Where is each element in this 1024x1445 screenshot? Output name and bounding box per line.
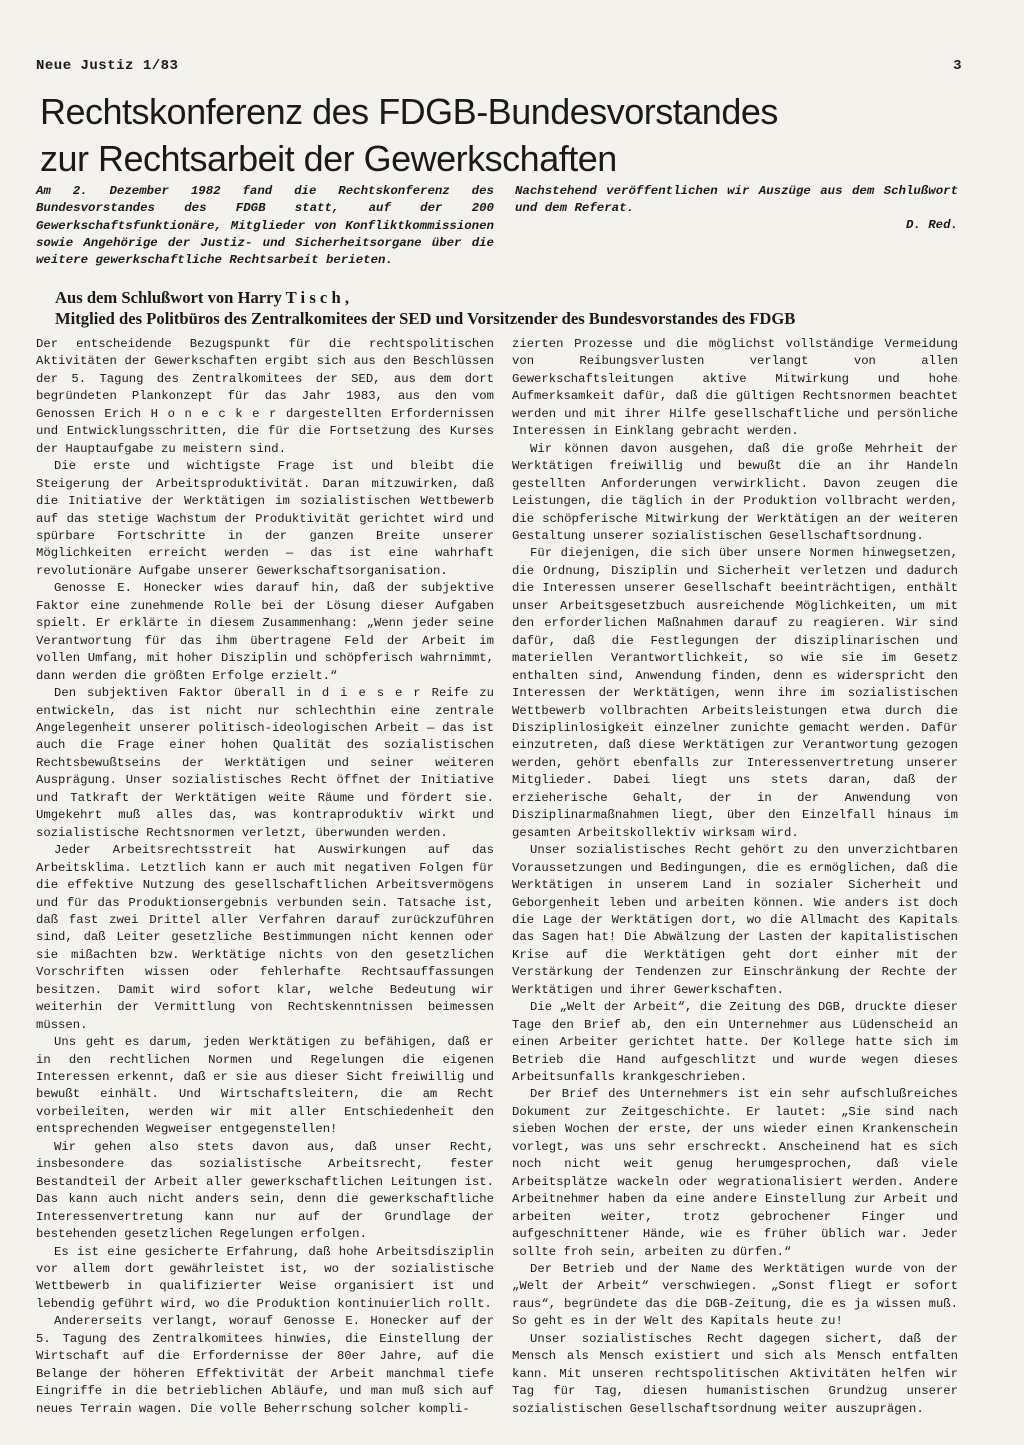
paragraph: Genosse E. Honecker wies darauf hin, daß der subjektive Faktor eine zunehmende Rolle bei der Lösung dieser Aufgaben spielt. Er erklärte in diesem Zusammenhang: „Wenn jeder seine Verantwortung für das ihm übertragene Feld der Arbeit im vollen Umfang, mit hoher Disziplin und schöpferisch wahrnimmt, dann werden die größten Erfolge erzielt.“	[36, 581, 494, 683]
body-column-left	[36, 336, 494, 1418]
section-heading	[55, 287, 955, 329]
article-title-line-2: zur Rechtsarbeit der Gewerkschaften	[40, 138, 617, 179]
editor-signature: D. Red.	[905, 218, 958, 232]
paragraph: Es ist eine gesicherte Erfahrung, daß hohe Arbeitsdisziplin vor allem dort gewährleistet ist, wo der sozialistische Wettbewerb in qualifizierter Weise organisiert ist und lebendig geführt wird, wo die Produktion kontinuierlich rollt.	[36, 1244, 494, 1311]
section-heading-line-2: Mitglied des Politbüros des Zentralkomitees der SED und Vorsitzender des Bundesvorstandes des FDGB	[55, 309, 796, 328]
paragraph: Jeder Arbeitsrechtsstreit hat Auswirkungen auf das Arbeitsklima. Letztlich kann er auch mit negativen Folgen für die effektive Nutzung des gesellschaftlichen Arbeitsvermögens und für das Produktionsergebnis verbunden sein. Tatsache ist, daß fast zwei Drittel aller Verfahren darauf zurückzuführen sind, daß Leiter gesetzliche Bestimmungen nicht kennen oder sie mißachten bzw. Werktätige nichts von den gesetzlichen Vorschriften wissen oder fehlerhafte Rechtsauffassungen besitzen. Damit wird sofort klar, welche Bedeutung wir weiterhin der Vermittlung von Rechtskenntnissen beimessen müssen.	[36, 843, 494, 1032]
body-column-right	[512, 336, 958, 1418]
paragraph: Die „Welt der Arbeit“, die Zeitung des DGB, druckte dieser Tage den Brief ab, den ein Unternehmer aus Lüdenscheid an einen Arbeiter gerichtet hatte. Der Kollege hatte sich im Betrieb die Hand aufgeschlitzt und wurde wegen dieses Arbeitsunfalls krankgeschrieben.	[512, 1000, 958, 1085]
paragraph: Wir können davon ausgehen, daß die große Mehrheit der Werktätigen freiwillig und bewußt die an ihr Handeln gestellten Anforderungen verwirklicht. Davon zeugen die Leistungen, die täglich in der Produktion vollbracht werden, die schöpferische Mitwirkung der Werktätigen an der weiteren Gestaltung unserer sozialistischen Gesellschaftsordnung.	[512, 441, 958, 543]
paragraph: Der entscheidende Bezugspunkt für die rechtspolitischen Aktivitäten der Gewerkschaften ergibt sich aus den Beschlüssen der 5. Tagung des Zentralkomitees der SED, aus dem dort begründeten Plankonzept für das Jahr 1983, aus den vom Genossen Erich H o n e c k e r dargestellten Erfordernissen und Entwicklungsschritten, die für die Fortsetzung des Kurses der Hauptaufgabe zu meistern sind.	[36, 337, 494, 456]
paragraph: Für diejenigen, die sich über unsere Normen hinwegsetzen, die Ordnung, Disziplin und Sicherheit verletzen und dadurch die Interessen unserer Gesellschaft beeinträchtigen, enthält unser Arbeitsgesetzbuch ausreichende Möglichkeiten, um mit den erforderlichen Maßnahmen darauf zu reagieren. Wir sind dafür, daß die Festlegungen der disziplinarischen und materiellen Verantwortlichkeit, so wie sie im Gesetz enthalten sind, Anwendung finden, denn es widerspricht den Interessen der Werktätigen, wenn ihre im sozialistischen Wettbewerb vollbrachten Arbeitsleistungen etwa durch die Disziplinlosigkeit einzelner zunichte gemacht werden. Dafür einzutreten, daß diese Werktätigen zur Verantwortung gezogen werden, gehört ebenfalls zur Interessenvertretung unserer Mitglieder. Dabei liegt uns stets daran, daß der erzieherische Gehalt, der in der Anwendung von Disziplinarmaßnahmen liegt, über den Einzelfall hinaus im gesamten Arbeitskollektiv wirksam wird.	[512, 546, 958, 840]
paragraph: Die erste und wichtigste Frage ist und bleibt die Steigerung der Arbeitsproduktivität. Daran mitzuwirken, daß die Initiative der Werktätigen im sozialistischen Wettbewerb auf das stetige Wachstum der Produktivität gerichtet wird und spürbare Fortschritte in der ganzen Breite unserer Möglichkeiten erreicht werden — das ist eine wahrhaft revolutionäre Aufgabe unserer Gewerkschaftsorganisation.	[36, 459, 494, 578]
article-intro: Am 2. Dezember 1982 fand die Rechtskonferenz des Bundesvorstandes des FDGB statt, auf der 200 Gewerkschaftsfunktionäre, Mitglieder von Konfliktkommissionen sowie Angehörige der Justiz- und Sicherheitsorgane über die weitere gewerkschaftliche Rechtsarbeit berieten.	[36, 184, 494, 268]
paragraph: Unser sozialistisches Recht dagegen sichert, daß der Mensch als Mensch existiert und sich als Mensch entfalten kann. Mit unseren rechtspolitischen Aktivitäten helfen wir Tag für Tag, diesen humanistischen Grundzug unserer sozialistischen Gesellschaftsordnung weiter auszuprägen.	[512, 1331, 958, 1416]
paragraph: Wir gehen also stets davon aus, daß unser Recht, insbesondere das sozialistische Arbeitsrecht, fester Bestandteil der Arbeit aller gewerkschaftlichen Leitungen ist. Das kann auch nicht anders sein, denn die gewerkschaftliche Interessenvertretung kann nur auf der Grundlage der bestehenden gesetzlichen Regelungen erfolgen.	[36, 1139, 494, 1242]
article-title	[40, 88, 900, 182]
paragraph: Den subjektiven Faktor überall in d i e s e r Reife zu entwickeln, das ist nicht nur schlechthin eine zentrale Angelegenheit unserer politisch-ideologischen Arbeit — das ist auch die Frage einer hohen Qualität des sozialistischen Rechtsbewußtseins der Werktätigen und seiner weiteren Ausprägung. Unser sozialistisches Recht öffnet der Initiative und Tatkraft der Werktätigen weite Räume und fördert sie. Umgekehrt muß alles das, was kontraproduktiv wirkt und sozialistische Rechtsnormen verletzt, überwunden werden.	[36, 686, 494, 840]
journal-issue: Neue Justiz 1/83	[36, 58, 179, 74]
paragraph: Der Betrieb und der Name des Werktätigen wurde von der „Welt der Arbeit“ verschwiegen. „Sonst fliegt er sofort raus“, begründete das die DGB-Zeitung, die es ja wissen muß. So geht es in der Welt des Kapitals heute zu!	[512, 1262, 958, 1329]
paragraph: zierten Prozesse und die möglichst vollständige Vermeidung von Reibungsverlusten verlangt von allen Gewerkschaftsleitungen aktive Mitwirkung und hohe Aufmerksamkeit dafür, daß die gültigen Rechtsnormen beachtet werden und mit ihrer Hilfe gesellschaftliche und persönliche Interessen in Einklang gebracht werden.	[512, 337, 958, 439]
article-title-line-1: Rechtskonferenz des FDGB-Bundesvorstandes	[40, 91, 778, 132]
page-number: 3	[953, 58, 962, 74]
paragraph: Uns geht es darum, jeden Werktätigen zu befähigen, daß er in den rechtlichen Normen und Regelungen die eigenen Interessen erkennt, daß er sie aus dieser Sicht freiwillig und bewußt einhält. Und Wirtschaftsleitern, die am Recht vorbeileiten, werden wir mit aller Entschiedenheit den entsprechenden Wegweiser entgegenstellen!	[36, 1035, 494, 1137]
paragraph: Der Brief des Unternehmers ist ein sehr aufschlußreiches Dokument zur Zeitgeschichte. Er lautet: „Sie sind nach sieben Wochen der erste, der uns wieder einen Krankenschein vorlegt, was uns sehr erschreckt. Anscheinend hat es sich noch nicht weit genug herumgesprochen, daß viele Arbeitsplätze wackeln oder wegrationalisiert werden. Andere Arbeitnehmer haben da eine andere Einstellung zur Arbeit und arbeiten weiter, trotz gebrochener Finger und aufgeschnittener Hände, wie es früher üblich war. Jeder sollte froh sein, arbeiten zu dürfen.“	[512, 1087, 958, 1259]
paragraph: Andererseits verlangt, worauf Genosse E. Honecker auf der 5. Tagung des Zentralkomitees hinwies, die Einstellung der Wirtschaft auf die Erfordernisse der 80er Jahre, auf die Belange der höheren Effektivität der Arbeit manchmal tiefe Eingriffe in die betrieblichen Abläufe, und man muß sich auf neues Terrain wagen. Die volle Beherrschung solcher kompli-	[36, 1314, 494, 1416]
running-head	[36, 58, 962, 74]
paragraph: Unser sozialistisches Recht gehört zu den unverzichtbaren Voraussetzungen und Bedingungen, die es ermöglichen, daß die Werktätigen in unserem Land in sozialer Sicherheit und Geborgenheit leben und arbeiten können. Wie anders ist doch die Lage der Werktätigen dort, wo die Allmacht des Kapitals das Sagen hat! Die Abwälzung der Lasten der kapitalistischen Krise auf die Werktätigen geht dort einher mit der Verstärkung der Tendenzen zur Einschränkung der Rechte der Werktätigen und ihrer Gewerkschaften.	[512, 843, 958, 997]
editor-note: Nachstehend veröffentlichen wir Auszüge aus dem Schlußwort und dem Referat.	[515, 184, 958, 216]
section-heading-line-1: Aus dem Schlußwort von Harry T i s c h ,	[55, 288, 349, 307]
